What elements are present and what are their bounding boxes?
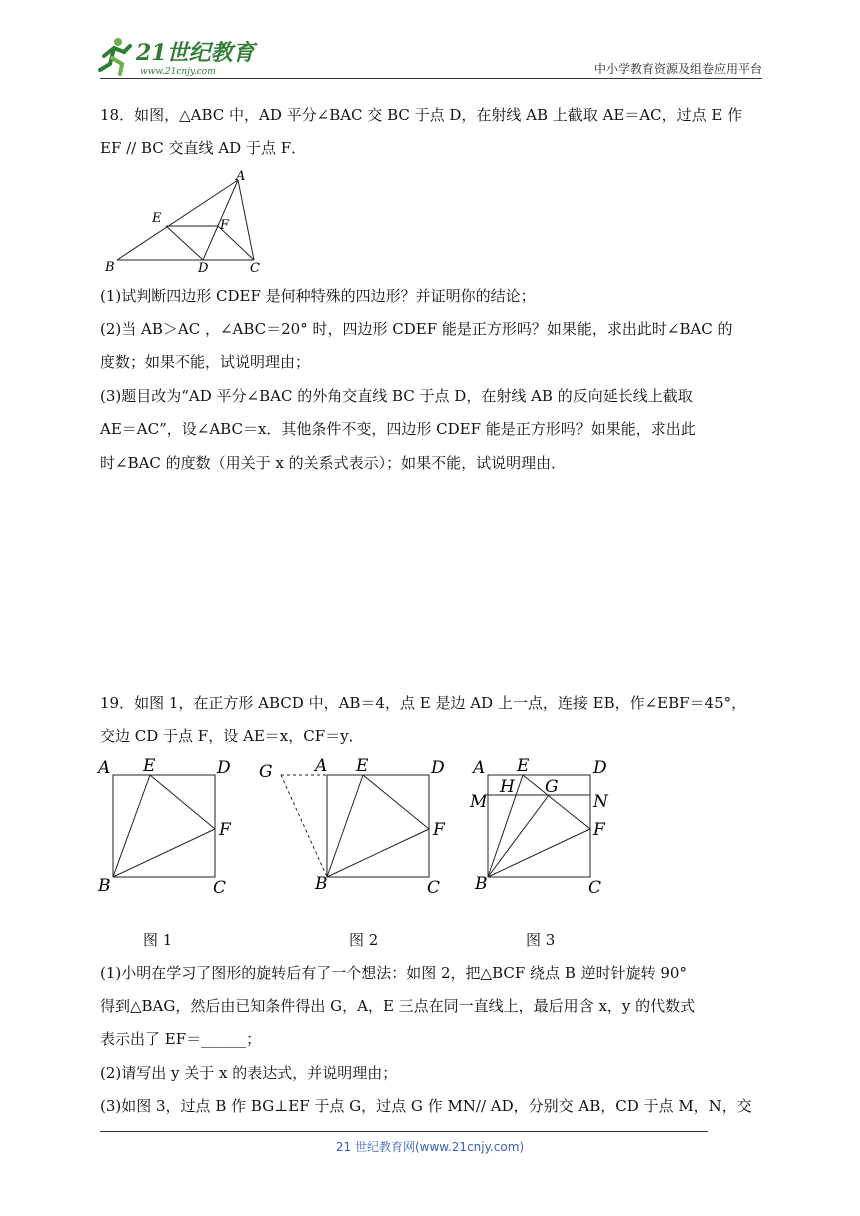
q19-part-1a: (1)小明在学习了图形的旋转后有了一个想法：如图 2，把△BCF 绕点 B 逆时针旋转 90°	[100, 964, 687, 982]
q19-part-3: (3)如图 3，过点 B 作 BG⊥EF 于点 G，过点 G 作 MN// AD，分别交 AB，CD 于点 M，N，交	[100, 1097, 752, 1115]
logo-text: 21世纪教育	[136, 40, 255, 66]
fig1-caption: 图 1	[143, 931, 173, 949]
fig2-label-f: F	[433, 820, 445, 840]
q18-label-a: A	[236, 169, 246, 184]
q18-part-2b: 度数；如果不能，试说明理由；	[100, 353, 311, 371]
q19-part-2: (2)请写出 y 关于 x 的表达式，并说明理由；	[100, 1064, 398, 1082]
q19-figure-2	[255, 755, 455, 895]
q19-part-1c: 表示出了 EF＝______；	[100, 1030, 262, 1048]
q19-line-2: 交边 CD 于点 F，设 AE＝x，CF＝y．	[100, 727, 364, 745]
fig1-label-c: C	[213, 878, 227, 895]
fig1-label-f: F	[219, 820, 231, 840]
q19-figure-3	[465, 755, 625, 895]
fig2-label-d: D	[431, 758, 445, 778]
header-platform-text: 中小学教育资源及组卷应用平台	[593, 62, 762, 76]
q19-line-1: 19．如图 1，在正方形 ABCD 中，AB＝4，点 E 是边 AD 上一点，连接 EB，作∠EBF＝45°，	[100, 694, 747, 712]
fig3-label-a: A	[473, 758, 486, 778]
fig1-label-a: A	[98, 758, 111, 778]
fig2-label-c: C	[427, 878, 441, 895]
fig2-label-e: E	[356, 756, 369, 776]
header-divider	[100, 78, 762, 79]
fig2-caption: 图 2	[349, 931, 379, 949]
footer-link[interactable]: 21 世纪教育网(www.21cnjy.com)	[335, 1140, 525, 1154]
fig3-label-f: F	[593, 820, 605, 840]
fig1-label-e: E	[143, 756, 156, 776]
q18-line-1: 18．如图，△ABC 中，AD 平分∠BAC 交 BC 于点 D，在射线 AB 上截取 AE＝AC，过点 E 作	[100, 106, 743, 124]
q19-figure-1	[95, 755, 245, 895]
fig1-label-d: D	[217, 758, 231, 778]
fig3-label-g: G	[545, 777, 559, 797]
fig3-label-b: B	[475, 874, 488, 894]
fig2-label-a: A	[315, 756, 328, 776]
logo-url: www.21cnjy.com	[140, 67, 216, 77]
fig3-label-m: M	[470, 792, 488, 812]
q18-part-3a: (3)题目改为“AD 平分∠BAC 的外角交直线 BC 于点 D，在射线 AB 的反向延长线上截取	[100, 387, 693, 405]
fig3-label-n: N	[593, 792, 608, 812]
q18-part-1: (1)试判断四边形 CDEF 是何种特殊的四边形？并证明你的结论；	[100, 287, 536, 305]
fig2-label-b: B	[315, 874, 328, 894]
q18-label-e: E	[152, 211, 162, 226]
q18-part-3c: 时∠BAC 的度数（用关于 x 的关系式表示）；如果不能，试说明理由．	[100, 454, 567, 472]
q18-label-c: C	[250, 261, 260, 276]
runner-logo-icon	[100, 38, 130, 74]
q18-label-f: F	[220, 218, 230, 233]
fig3-label-c: C	[588, 878, 602, 895]
q18-figure	[100, 168, 270, 278]
q18-part-2a: (2)当 AB＞AC ，∠ABC＝20° 时，四边形 CDEF 能是正方形吗？如果能，求出此时∠BAC 的	[100, 320, 733, 338]
fig3-label-e: E	[517, 756, 530, 776]
fig3-caption: 图 3	[526, 931, 556, 949]
fig3-label-d: D	[593, 758, 607, 778]
footer-divider	[100, 1131, 708, 1132]
fig1-label-b: B	[98, 876, 111, 895]
q18-label-d: D	[198, 261, 209, 276]
q18-part-3b: AE＝AC”，设∠ABC＝x．其他条件不变，四边形 CDEF 能是正方形吗？如果能，求出此	[100, 420, 696, 438]
fig3-label-h: H	[500, 777, 515, 797]
q19-part-1b: 得到△BAG，然后由已知条件得出 G，A，E 三点在同一直线上，最后用含 x，y 的代数式	[100, 997, 696, 1015]
q18-label-b: B	[105, 260, 115, 275]
site-logo	[96, 34, 266, 78]
q18-line-2: EF // BC 交直线 AD 于点 F．	[100, 139, 307, 157]
fig2-label-g: G	[259, 762, 273, 782]
